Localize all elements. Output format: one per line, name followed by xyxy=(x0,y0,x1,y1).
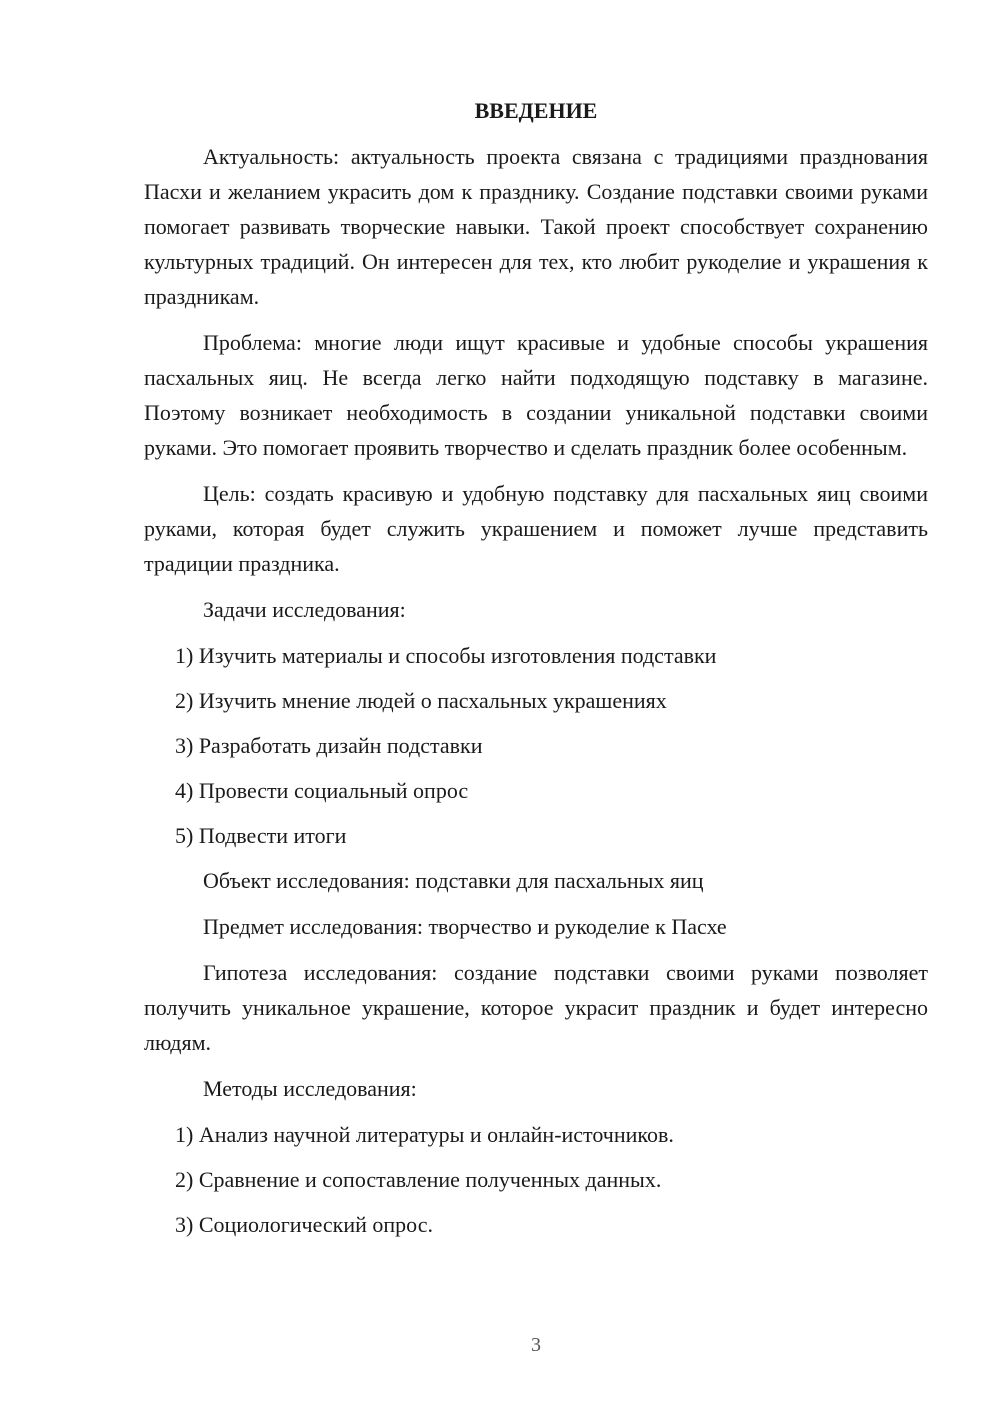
research-object: Объект исследования: подставки для пасхальных яиц xyxy=(203,868,704,893)
research-subject: Предмет исследования: творчество и рукоделие к Пасхе xyxy=(203,914,727,939)
problem-paragraph: Проблема: многие люди ищут красивые и удобные способы украшения пасхальных яиц. Не всегда легко найти подходящую подставку в магазине. Поэтому возникает необходимость в создании уникальной подставки своими руками. Это помогает проявить творчество и сделать праздник более особенным. xyxy=(144,330,928,460)
methods-heading: Методы исследования: xyxy=(203,1076,417,1101)
method-item-1: 1) Анализ научной литературы и онлайн-источников. xyxy=(175,1122,674,1147)
task-item-4: 4) Провести социальный опрос xyxy=(175,778,469,803)
task-item-3: 3) Разработать дизайн подставки xyxy=(175,733,483,758)
task-item-1: 1) Изучить материалы и способы изготовления подставки xyxy=(175,643,717,668)
document-body xyxy=(144,96,928,1252)
page-number: 3 xyxy=(531,1334,541,1356)
hypothesis-paragraph: Гипотеза исследования: создание подставки своими руками позволяет получить уникальное украшение, которое украсит праздник и будет интересно людям. xyxy=(144,960,928,1055)
relevance-paragraph: Актуальность: актуальность проекта связана с традициями празднования Пасхи и желанием украсить дом к празднику. Создание подставки своими руками помогает развивать творческие навыки. Такой проект способствует сохранению культурных традиций. Он интересен для тех, кто любит рукоделие и украшения к праздникам. xyxy=(144,144,928,309)
task-item-2: 2) Изучить мнение людей о пасхальных украшениях xyxy=(175,688,667,713)
section-title: ВВЕДЕНИЕ xyxy=(474,98,598,123)
goal-paragraph: Цель: создать красивую и удобную подставку для пасхальных яиц своими руками, которая будет служить украшением и поможет лучше представить традиции праздника. xyxy=(144,481,928,576)
tasks-heading: Задачи исследования: xyxy=(203,597,406,622)
method-item-3: 3) Социологический опрос. xyxy=(175,1212,433,1237)
task-item-5: 5) Подвести итоги xyxy=(175,823,347,848)
method-item-2: 2) Сравнение и сопоставление полученных данных. xyxy=(175,1167,662,1192)
